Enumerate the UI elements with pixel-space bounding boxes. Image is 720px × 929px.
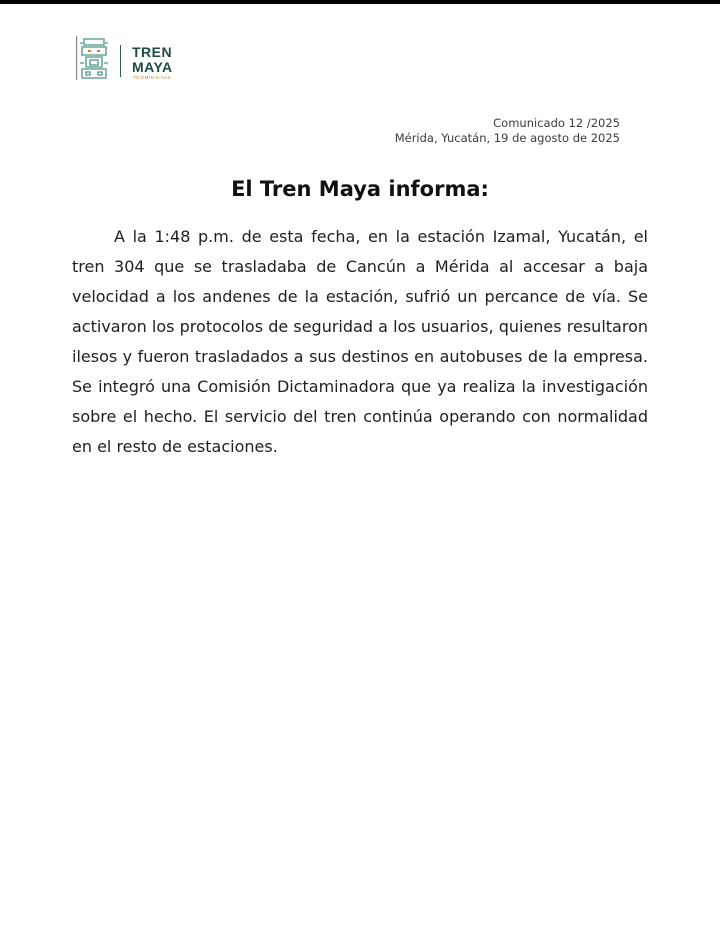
logo-word-tren: TREN <box>132 44 173 60</box>
maya-glyph-icon <box>74 33 114 83</box>
document-title: El Tren Maya informa: <box>231 177 489 201</box>
logo-divider <box>120 45 121 77</box>
communique-header <box>395 116 620 146</box>
logo-tagline: TÉ'EMIN K'ÁAK <box>133 75 172 80</box>
body-paragraph: A la 1:48 p.m. de esta fecha, en la estación Izamal, Yucatán, el tren 304 que se trasladaba de Cancún a Mérida al accesar a baja velocidad a los andenes de la estación, sufrió un percance de vía. Se activaron los protocolos de seguridad a los usuarios, quienes resultaron ilesos y fueron trasladados a sus destinos en autobuses de la empresa. Se integró una Comisión Dictaminadora que ya realiza la investigación sobre el hecho. El servicio del tren continúa operando con normalidad en el resto de estaciones. <box>72 227 648 456</box>
top-border <box>0 0 720 4</box>
logo-word-maya: MAYA <box>132 59 173 75</box>
communique-number: Comunicado 12 /2025 <box>493 116 620 130</box>
tren-maya-logo <box>74 33 194 85</box>
place-date: Mérida, Yucatán, 19 de agosto de 2025 <box>394 131 620 145</box>
